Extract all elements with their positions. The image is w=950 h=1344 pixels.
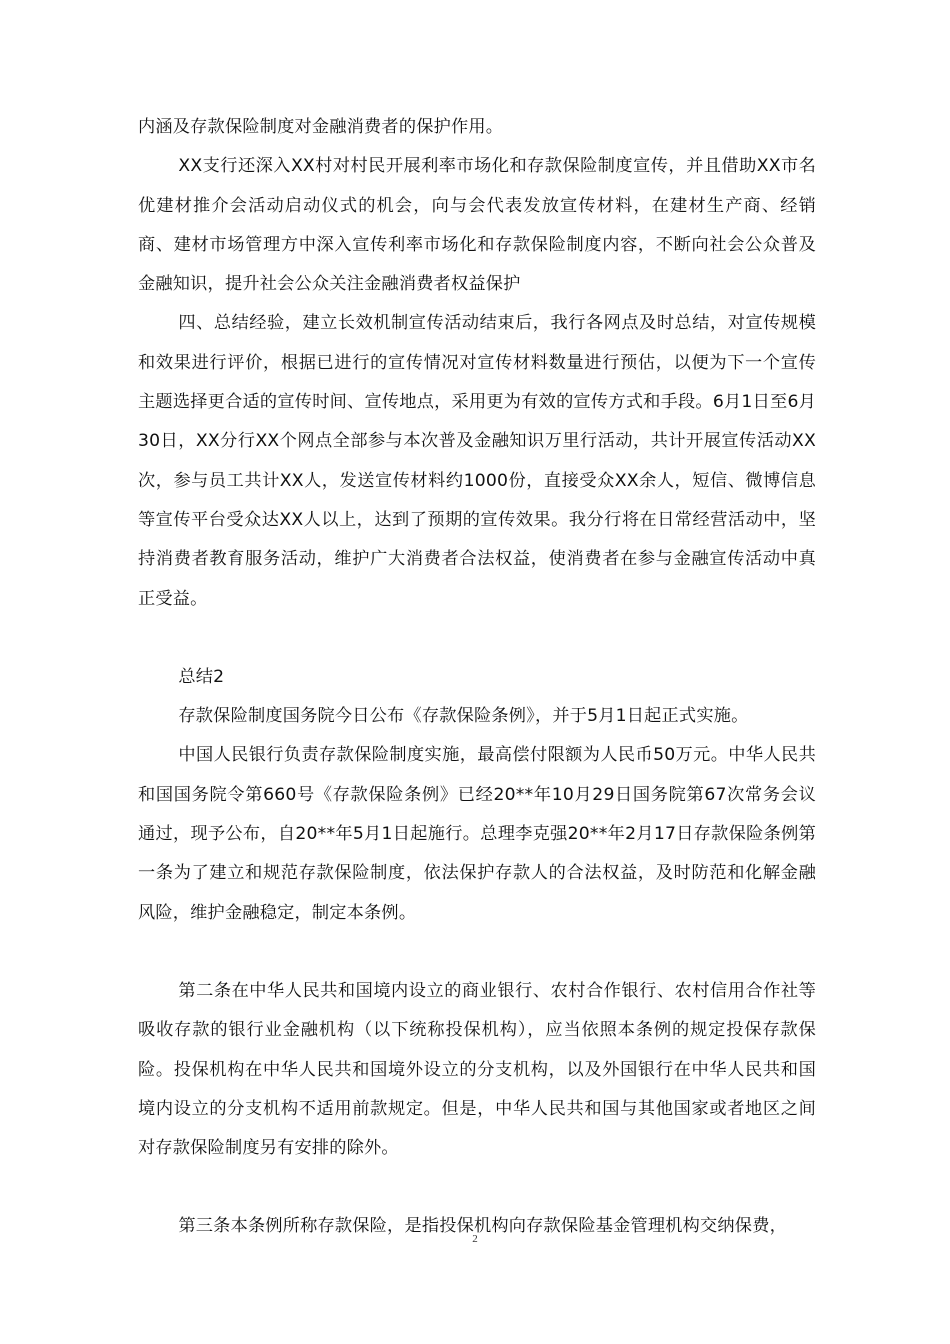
paragraph-gap <box>138 619 816 658</box>
document-body <box>138 108 816 1247</box>
paragraph-branch-publicity: XX支行还深入XX村对村民开展利率市场化和存款保险制度宣传，并且借助XX市名优建材推介会活动启动仪式的机会，向与会代表发放宣传材料，在建材生产商、经销商、建材市场管理方中深入宣传利率市场化和存款保险制度内容，不断向社会公众普及金融知识，提升社会公众关注金融消费者权益保护 <box>138 156 816 295</box>
page-number: 2 <box>472 1233 478 1245</box>
paragraph-article-1: 中国人民银行负责存款保险制度实施，最高偿付限额为人民币50万元。中华人民共和国国务院令第660号《存款保险条例》已经20**年10月29日国务院第67次常务会议通过，现予公布，自20**年5月1日起施行。总理李克强20**年2月17日存款保险条例第一条为了建立和规范存款保险制度，依法保护存款人的合法权益，及时防范和化解金融风险，维护金融稳定，制定本条例。 <box>138 745 816 923</box>
paragraph-continuation: 内涵及存款保险制度对金融消费者的保护作用。 <box>138 117 504 137</box>
paragraph-gap <box>138 1168 816 1207</box>
paragraph-article-3: 第三条本条例所称存款保险，是指投保机构向存款保险基金管理机构交纳保费， <box>178 1216 787 1237</box>
paragraph-regulation-announcement: 存款保险制度国务院今日公布《存款保险条例》，并于5月1日起正式实施。 <box>178 706 749 727</box>
section-heading-summary-2: 总结2 <box>178 666 225 687</box>
paragraph-gap <box>138 933 816 972</box>
paragraph-article-2: 第二条在中华人民共和国境内设立的商业银行、农村合作银行、农村信用合作社等吸收存款的银行业金融机构（以下统称投保机构），应当依照本条例的规定投保存款保险。投保机构在中华人民共和国境外设立的分支机构，以及外国银行在中华人民共和国境内设立的分支机构不适用前款规定。但是，中华人民共和国与其他国家或者地区之间对存款保险制度另有安排的除外。 <box>138 980 816 1159</box>
paragraph-summary-experience: 四、总结经验，建立长效机制宣传活动结束后，我行各网点及时总结，对宣传规模和效果进行评价，根据已进行的宣传情况对宣传材料数量进行预估，以便为下一个宣传主题选择更合适的宣传时间、宣传地点，采用更为有效的宣传方式和手段。6月1日至6月30日，XX分行XX个网点全部参与本次普及金融知识万里行活动，共计开展宣传活动XX次，参与员工共计XX人，发送宣传材料约1000份，直接受众XX余人，短信、微博信息等宣传平台受众达XX人以上，达到了预期的宣传效果。我分行将在日常经营活动中，坚持消费者教育服务活动，维护广大消费者合法权益，使消费者在参与金融宣传活动中真正受益。 <box>138 313 816 609</box>
